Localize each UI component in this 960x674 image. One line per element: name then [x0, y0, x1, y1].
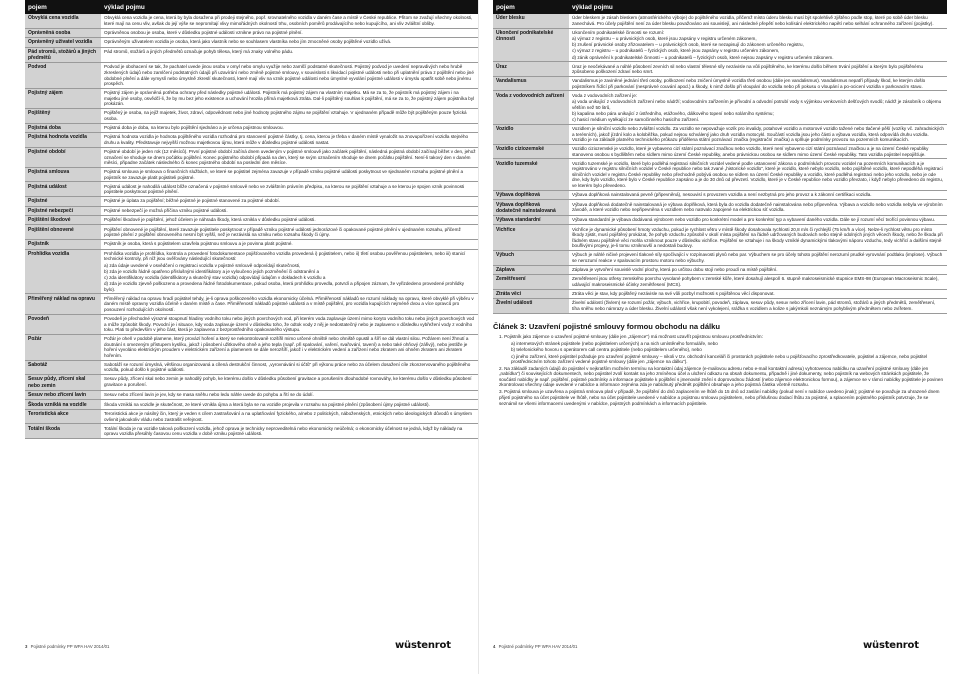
definition-term: Povodeň [25, 314, 101, 334]
definitions-table-right [493, 0, 947, 314]
footer-text: Pojistné podmínky PP WPA HAV 2014/01 [30, 644, 110, 649]
definition-term: Pojistná událost [25, 182, 101, 197]
definition-text: Pojistný zájem je oprávněná potřeba ochrany před následky pojistné události. Pojistník má pojistný zájem na vlastním majetku. Má se za to, že pojistník má pojistný zájem i na majetku jiné osoby, osvědčí-li, že by mu bez jeho existence a uchování hrozila přímá majetková ztráta. Dal-li pojištěný souhlas k pojištění, má se za to, že pojistný zájem pojistníka byl prokázán. [104, 90, 475, 107]
definition-term: Pojistná doba [25, 123, 101, 132]
definition-term: Totální škoda [25, 424, 101, 439]
definition-description [569, 265, 947, 274]
definition-text: Živelní událostí (živlem) se rozumí požár, výbuch, vichřice, krupobití, povodeň, záplava, sesuv půdy, sesuv nebo zřícení lavin, pád stromů, stožárů a jiných předmětů, zemětřesení, tíha sněhu nebo námrazy a úder blesku. Živelní událostí však není vykolejení, srážka s vozidlem a kolize s jakýmkoli neznámým pohyblivým předmětem nebo zvířetem. [572, 300, 936, 312]
definition-row [493, 144, 947, 159]
definition-row [25, 123, 479, 132]
definition-description [101, 206, 479, 215]
definition-row [25, 109, 479, 124]
definition-term: Výbuch [493, 251, 569, 266]
definition-text: Oprávněným uživatelem vozidla je osoba, která jako vlastník nebo se souhlasem vlastníka nebo jím zmocněné osoby pojištěné vozidlo užívá. [104, 39, 392, 45]
definition-term: Pojistná smlouva [25, 167, 101, 182]
definition-description [569, 200, 947, 216]
definition-row [25, 28, 479, 37]
definition-description [101, 294, 479, 314]
definition-text: Prohlídka vozidla je prohlídka, kontrola a provedení fotodokumentace pojišťovaného vozidla provedená i) pojistitelem, nebo ii) třetí osobou pověřenou pojistitelem, nebo iii) stanicí technické kontroly, při níž jsou ověřovány následující skutečnosti: [104, 250, 466, 262]
definition-text: Oprávněnou osobou je osoba, které v důsledku pojistné události vznikne právo na pojistné plnění. [104, 29, 303, 35]
definition-row [25, 360, 479, 375]
definition-description [101, 182, 479, 197]
definition-text: Výbava standardní je výbava dodávaná výrobcem nebo vozidlo pro konkrétní model a pro konkrétní typ a vybavení daného vozidla. Dále se jí rozumí věcí tvořící povinnou výbavu. [572, 217, 936, 223]
definition-term: Prohlídka vozidla [25, 249, 101, 294]
definition-row [493, 190, 947, 199]
page-footer-left [25, 644, 109, 649]
definition-text: Přiměřený náklad na opravu hradí pojistitel tehdy, je-li oprava poškozeného vozidla ekonomicky účelná. Přiměřeností nákladů se rozumí náklady na opravu, které obvyklé při výběru v daném místě opravny vozidla účelně v daném místě a čase. Přiměřeností nákladů pojistné události a v místě pojištění, pro vozidla kupujících nejméně dvou a více opravců pro posouzení rozhodujících okolností. [104, 295, 474, 312]
definition-description [569, 190, 947, 199]
definition-row [493, 159, 947, 190]
definition-text: Vozidlo ciziozemské je vozidlo, které je vybaveno cizí státní poznávací značkou nebo vozidlo, které není vybaveno cizí státní poznávací značkou a je na území České republiky stanoveno osobou s bydlištěm nebo sídlem mimo území České republiky, anebo právnickou osobou se sídlem mimo území České republiky. Tato vozidla pojistitel nepojišťuje. [572, 146, 929, 157]
chapter-paragraph: 2. Na základě zadaných údajů do pojistitel v nejkratším možném termínu na kontaktní údaj zájemce (e-mailovou adresu nebo e-mail kontaktní adresu) vyhotovenou nabídku na uzavření pojistné smlouvy (dále jen „nabídka") či souvisejících dokumentech, nebo pojistitel zvolí kontakt na jeho zmíněnou účel a uložení odkazu na obsah dokumentu, případně i jiné dokumenty, nebo pojistník na webových stránkách pojistitele, že součástí nabídky je např. pojištění, pojistné podmínky a informace pojistitele k pojištění s jmenovité znění s doprovodnou žádostí (nebo zájemce elektronickou formou), a zájemce se v rámci nabídky pojistitele je povinen zkontrolovat všechny údaje uvedené v nabídce a informace zejména zda je nabídnutý předmět pojištění obsahuje a jeho pojistná částka včetně rozsahu. [499, 365, 944, 388]
definition-description [101, 197, 479, 206]
definition-row [25, 197, 479, 206]
definition-subitem: b) zrušení právnické osoby zřizovatelem – u právnických osob, které se nezapisují do zákonem určeného registru, [572, 42, 804, 48]
definition-subitem: c) výmaz z registru – u podnikatelů – fyzických osob, které jsou zapsány v registru určeném zákonem, [572, 48, 780, 54]
definition-row [25, 133, 479, 148]
definition-term: Pojištění škodové [25, 216, 101, 225]
definition-description [101, 249, 479, 294]
definition-text: Pojistné je úplata za pojištění; běžné pojistné je pojistné stanovené za pojistné období. [104, 198, 280, 204]
definition-term: Pád stromů, stožárů a jiných předmětů [25, 47, 101, 63]
definition-row [25, 294, 479, 314]
definition-row [25, 375, 479, 391]
definition-term: Vozidlo tuzemské [493, 159, 569, 190]
definition-text: Škoda vzniklá na vozidle je skutečnost, ze které vznikla újma a která byla se na vozidle projevila v rozsahu na pojistné plnění (způsobení újmy pojistné události). [104, 401, 430, 407]
definition-term: Oprávněný uživatel vozidla [25, 38, 101, 47]
definition-description [569, 225, 947, 251]
table-header [25, 0, 479, 14]
chapter-paragraph: 3. Pojistná smlouva je uzavřena a pojistná smlouva platí v případě, že pojištění do dnů zaplacením ve lhůtě do 15 dnů od zaslání nabídky (pokud není v nabídce uvedeno jinak); pojistné se považuje za uhrazené dnem přijetí pojistného na účet pojistitele ve lhůtě, nebo na účet pojistitele uvedené v nabídce a pojistnou smlouvu pojistitelem, nebo příslušnou dodací lhůtu za pojistné, a splacením pojistného pojistník potvrzuje, že se seznámil se všemi informacemi uvedenými v nabídce, pojistných podmínkách a informacích pojistitele. [499, 389, 940, 406]
definition-description [101, 109, 479, 124]
definition-row [493, 124, 947, 144]
footer-text: Pojistné podmínky PP WPA HAV 2014/01 [498, 644, 578, 649]
definition-description [101, 424, 479, 439]
definition-text: Zemětřesení jsou otřesy zemského povrchu vyvolané pohybem v zemské kůře, které dosahují alespoň 6. stupně makroseismické stupnice EMS-98 (European Macroseismic Scale), udávající makroseismické účinky zemětřesení (MCS). [572, 276, 939, 287]
definition-row [25, 63, 479, 89]
definition-description [101, 133, 479, 148]
definition-row [25, 88, 479, 108]
definition-description [101, 123, 479, 132]
definition-term: Zemětřesení [493, 275, 569, 290]
page-left [25, 0, 479, 674]
definition-text: Totální škoda je na vozidle taková poškození vozidla, jehož oprava je technicky neproveditelná nebo ekonomicky neúčelná; o ekonomicky účelnost se jedná, když by náklady na opravu vozidla přesáhly časovou cenu vozidla v době vzniku pojistné události. [104, 425, 463, 437]
chapter-items [493, 334, 947, 407]
definition-text: Vozidlo tuzemské je vozidlo, které bylo podléhá registraci silničních vozidel vedené podle ustanovení zákona o podmínkách provozu vozidel na pozemních komunikacích a je registrováno v registru silničních vozidel v České republice nebo tak zvané „historické vozidlo", které je vozidlo, které nebylo vozidlo, nebo pojištěné vozidlo, které nepodléhá registraci silničních vozidel v registru České republiky nebo přechodně pobývá osobou se sídlem na území České republiky a vozidlo, které podléhá registraci nebo jeho vozidlo, nebo je ode dne, kdy bylo vozidlo, které bylo v České republice zapsáno a je do 30 dnů od převzetí. Vozidlo, které je v České republice nebo vozidlo převzato, i když nebylo převedeno do registru, ve kterém bylo převedeno. [572, 160, 944, 189]
definition-row [493, 289, 947, 298]
definition-row [493, 225, 947, 251]
definition-text: Pojištění škodové je pojištění, jehož účelem je náhrada škody, která vznikla v důsledku pojistné události. [104, 217, 316, 223]
definition-row [25, 314, 479, 334]
definition-term: Vozidlo [493, 124, 569, 144]
definition-description [101, 240, 479, 249]
definition-term: Pojistné období [25, 147, 101, 167]
definition-text: Vichřice je dynamické působení hmoty vzduchu, pokud je rychlost větru v místě škody dosahovala rychlosti 20,8 m/s či rychlejší (75 km/h a více). Nelze-li rychlost větru pro místo škody zjistit, musí pojištěný prokázat, že pohyb vzduchu způsobil v okolí místa pojištění na řádně udržovaných budovách nebo stejně odolných jiných věcech škody, nebo že škoda při řádném stavu pojištěné věci mohla vzniknout pouze v důsledku vichřice. Pojištění se vztahuje i na škody vzniklé dynamickými tlakovými náporu vzduchu, tedy vichřicí a dalšími stejně bouřlivými projevy, je-li tomu vzniknuvší a nedostali budovy. [572, 226, 943, 249]
definition-subitem: a) zda údaje uvedené v osvědčení o registraci vozidla v pojistné smlouvě odpovídají skutečnosti, [104, 262, 301, 268]
page-gutter [478, 0, 479, 674]
definition-description [569, 275, 947, 290]
definition-text: Pojištěný je osoba, na jejíž majetek, život, zdraví, odpovědnost nebo jiné hodnoty pojistného zájmu se pojištění vztahuje. V ujednaném případě může být pojištěným pouze fyzická osoba. [104, 110, 467, 121]
definition-text: Sesuv půdy, zřícení skal nebo zemin je nahodilý pohyb, ke kterému došlo v důsledku působení gravitace a porušením dlouhodobé rovnováhy, ke kterému došlo v důsledku působení gravitace a porušení. [104, 376, 472, 388]
definition-row [493, 265, 947, 274]
definition-description [569, 14, 947, 28]
page-number: 3 [25, 644, 28, 649]
definition-term: Sesuv půdy, zřícení skal nebo zemin [25, 375, 101, 391]
definition-term: Teroristická akce [25, 409, 101, 424]
chapter-title: Článek 3: Uzavření pojistné smlouvy formou obchodu na dálku [493, 321, 721, 331]
definition-row [25, 47, 479, 63]
definition-term: Oprávněná osoba [25, 28, 101, 37]
definitions-body-left [25, 14, 479, 438]
definition-subitem: d) zda je vozidlo zjevně poškozeno a provedena řádné fotodokumentace, pokud osoba, která prohlídku provedla, potvrdí a připojen záznam, že vyřizdedeno provedené prohlídky bylo). [104, 281, 465, 292]
definition-text: Pojistná doba je doba, na kterou bylo pojištění sjednáno a je určena pojistnou smlouvou. [104, 124, 284, 130]
definition-text: Výbava doplňková nainstalovaná pevně (připevněná), nesouvisí s provozem vozidla a není nezbytná pro jeho provoz a k zákonní certifikaci vozidla. [572, 192, 872, 198]
definition-text: Výbava doplňková dodatečně nainstalovaná je výbava doplňková, která byla do vozidla dodatečně nainstalována nebo připevněna. Výbava a vozidlo nebo vozidla nebyla ve výrobním závodě, a které vozidlo nebo nepřipevněna s vozidlem nebo natrvalo zapojené na elektrickou síť vozidla. [572, 201, 943, 213]
definition-description [101, 334, 479, 360]
definition-subitem: b) kapalina nebo pára unikající z ústředního, etážového, dálkového topení nebo solárního systému; [572, 110, 774, 116]
definition-term: Pojištění obnovené [25, 225, 101, 240]
definitions-table-left [25, 0, 479, 439]
header-description: výklad pojmu [101, 0, 479, 14]
definition-row [25, 390, 479, 399]
definition-description [569, 144, 947, 159]
definition-text: Pojištění obnovené je pojištění, které zavazuje pojistitele poskytnout v případě vzniku pojistné události jednorázové či opakované pojistné plnění v ujednaném rozsahu, přičemž pojistné plnění z pojištění obnoveného nesmí být vyšší, než je nezávislá na vzniku nebo rozsahu škody či újmy. [104, 226, 461, 238]
definition-subitem: c) zda identifikátory vozidla (identifikátory a skutečný stav vozidla) odpovídají údajům v dokladech k vozidlu a [104, 275, 326, 280]
definition-term: Vozidlo ciziozemské [493, 144, 569, 159]
definition-text: Výbuch je náhlé ničivé projevení tlakové síly spočívající v rozpínavosti plynů nebo par. Výbuchem se pro účely tohoto pojištění nerozumí prudké vyrovnání podtlaku (implose). Výbuch se nerozumí reakce v spalovacím prostoru motoru nebo výbuchy. [572, 252, 943, 263]
definition-description [101, 375, 479, 391]
header-term: pojem [25, 0, 101, 14]
definitions-body-right [493, 14, 947, 313]
definition-row [25, 182, 479, 197]
definition-term: Voda z vodovodních zařízení [493, 91, 569, 124]
definition-term: Sabotáž [25, 360, 101, 375]
definition-text: Sesuv nebo zřícení lavin je jev, kdy se masa sněhu nebo ledu náhle uvede do pohybu a řítí se do údolí. [104, 392, 314, 398]
definition-row [25, 167, 479, 182]
definition-description [569, 124, 947, 144]
definition-row [493, 91, 947, 124]
definition-description [569, 62, 947, 77]
definition-description [101, 225, 479, 240]
definition-text: Pojistná smlouva je smlouva o finančních službách, ve které se pojistitel zejména zavazuje v případě vzniku pojistné události poskytnout ve sjednaném rozsahu pojistné plnění a pojistník se zavazuje platit pojistiteli pojistné. [104, 169, 464, 180]
definition-description [569, 91, 947, 124]
definition-row [25, 240, 479, 249]
definition-description [569, 76, 947, 91]
definition-description [569, 28, 947, 62]
definition-text: Voda z vodovodních zařízení je: [572, 92, 638, 98]
definition-subitem: b) zda je vozidlo řádně opatřeno příslušnými identifikátory a je vyloučeno jejich pozměnění či odstranění a [104, 268, 320, 274]
definition-row [493, 275, 947, 290]
definition-row [493, 76, 947, 91]
definition-term: Ztráta věci [493, 289, 569, 298]
definition-subitem: a) výmaz z registru – u právnických osob, které jsou zapsány v registru určeném zákonem, [572, 36, 757, 42]
definition-text: Pojistné období je jeden rok (12 měsíců). První pojistné období začíná dnem uvedeným v pojistné smlouvě jako začátek pojištění, následná pojistná období začínají běžet v den, jehož označení se shoduje se dnem počátku pojištění. Konec pojistného období připadá na den, který se svým označením shoduje se dnem počátku pojištění. Není-li takový den v daném měsíci, připadne začátek následného či konec pojistného období na poslední den měsíce. [104, 149, 476, 166]
definition-term: Úder blesku [493, 14, 569, 28]
definition-text: Obvyklá cena vozidla je cena, která by byla dosažena při prodeji stejného, popř. srovnatelného vozidla v daném čase a místě v České republice. Přitom se zvažují všechny okolnosti, které mají na cenu vliv, avšak do její výše se nepromítají vlivy mimořádných okolností trhu, osobních poměrů prodávajícího nebo kupujícího, ani vliv zvláštní obliby. [104, 15, 473, 26]
header-term: pojem [493, 0, 569, 14]
definition-row [25, 216, 479, 225]
definition-row [25, 147, 479, 167]
definition-term: Pojistné [25, 197, 101, 206]
page-footer-right [493, 644, 577, 649]
definition-term: Pojištěný [25, 109, 101, 124]
chapter-subitem: c) jiného zařízení, které pojistitel požaduje pro uzavření pojistné smlouvy – nikoli v tzv. obchodní kanceláři či prostorách pojistitele nebo u pojišťovacího zprostředkovatele, pojistitel a zájemce, nebo pojistitel prostřednictvím tohoto zařízení vedené pojistné smlouvy (dále jen „zájemce na dálku"). [511, 353, 928, 365]
definition-text: Záplava je vytvoření souvislé vodní plochy, která po určitou dobu stojí nebo proudí na místě pojištění. [572, 266, 778, 272]
definition-term: Výbava standardní [493, 215, 569, 224]
definition-description [569, 251, 947, 266]
definition-row [25, 206, 479, 215]
chapter-paragraph: 1. Pojistník jako zájemce o uzavření pojistné smlouvy (dále jen „zájemce") má možnost uzavřít pojistnou smlouvu prostřednictvím: [499, 333, 763, 339]
definition-text: Úraz je neočekávané a náhlé působení zevních sil nebo vlastní tělesné síly nezávisle na vůli pojištěného, ke kterému došlo během trvání pojištění a kterým bylo pojištěnému způsobeno poškození zdraví nebo smrt. [572, 63, 924, 75]
definition-description [101, 38, 479, 47]
definition-term: Živelní události [493, 299, 569, 314]
definition-text: Pojistná událost je nahodilá událost blíže označená v pojistné smlouvě nebo ve zvláštním právním předpisu, na kterou se pojištění vztahuje a se kterou je spojen vznik povinnosti pojistitele poskytnout pojistné plnění. [104, 183, 465, 195]
definition-text: Požár je oheň v podobě plamene, který provází hoření a který se nekontrolovaně rozšířil mimo určené ohniště nebo ohniště opustil a šíří se dál vlastní silou. Požárem není žhnutí a doutnání s omezeným přístupem kyslíku, jakož i působení užitkového ohně a jeho tepla (např. při spalování, vaření, svařování, tavení) a nebo také ohňový (zářivý), nebo jestliže je hoření vyvoláno elektrickým proudem v elektrickém zařízení a plamenem se dále nerozšíří, jakož i v elektrickém vedení a zařízení nebo zkratem ani ohněm zkratem ani zkratem hořením. [104, 336, 469, 358]
definition-term: Výbava doplňková dodatečně nainstalovaná [493, 200, 569, 216]
definition-subitem: d) zánik oprávnění k podnikatelské činnosti – u podnikatelů – fyzických osob, které nejsou zapsány v registru určeném zákonem. [572, 54, 834, 60]
definition-description [101, 63, 479, 89]
definition-subitem: a) voda unikající z vodovodních zařízení nebo nádrží; vodovodním zařízením je přívodní a odvodní potrubí vody s výjimkou venkovních dešťových svodů; nádrž je zásobník o objemu větším než 50 litrů, [572, 98, 942, 110]
definition-term: Požár [25, 334, 101, 360]
definition-row [493, 251, 947, 266]
definition-text: Povodeň je přechodné výrazné stoupnutí hladiny vodního toku nebo jiných povrchových vod, při kterém voda zaplavuje území mimo koryto vodního toku nebo jiných povrchových vod a může způsobit škody. Povodní je i situace, kdy voda zaplavuje území v důsledku toho, že odtok vody z něj je nedostatečný nebo je zaplaveno v důsledku vybřežení vody z vodního toku. Plati to především v jeho část, která je zaplavena z bezprostředního opakovaného výstupu. [104, 315, 475, 333]
brand-logo: wüstenrot [395, 640, 451, 651]
definition-description [569, 159, 947, 190]
definition-text: Vozidlem je silniční vozidlo nebo zvláštní vozidlo. Za vozidlo se nepovažuje vozík pro invalidy, potahové vozidlo a motorové vozidlo tažené nebo tlačené pěší (vozíky vč. zahradnických a terénních), jakož jízdní kolo a koloběžka, pokud nejsou schválený jako druh vozidla motocykl. Součástí vozidla jsou jeho části a výbava vozidla, která odpovídá druhu vozidla. Vozidlo je na základě platného technického průkazu přidělena státní poznávací značka (registrační značka) a splňuje podmínky provozu na pozemních komunikacích. [572, 125, 944, 143]
definition-row [493, 28, 947, 62]
definition-term: Záplava [493, 265, 569, 274]
definition-description [101, 147, 479, 167]
definition-term: Ukončení podnikatelské činnosti [493, 28, 569, 62]
definition-row [25, 334, 479, 360]
definition-description [101, 390, 479, 399]
definition-description [569, 299, 947, 314]
page-right [493, 0, 947, 674]
definition-description [569, 289, 947, 298]
definition-text: Pojistník je osoba, která s pojistitelem uzavřela pojistnou smlouvu a je povinna platit pojistné. [104, 241, 293, 247]
definition-term: Úraz [493, 62, 569, 77]
definition-term: Pojistný zájem [25, 88, 101, 108]
definition-text: Pojistné nebezpečí je možná příčina vzniku pojistné události. [104, 207, 228, 213]
definition-description [101, 88, 479, 108]
definition-term: Sesuv nebo zřícení lavin [25, 390, 101, 399]
definition-row [25, 400, 479, 409]
definition-description [101, 47, 479, 63]
definition-row [493, 14, 947, 28]
definition-text: Ukončením podnikatelské činnosti se rozumí: [572, 29, 665, 35]
definition-row [493, 215, 947, 224]
definition-row [493, 200, 947, 216]
chapter-subitem: b) telefonického hovoru s operátorem call centra pojistitele (nebo pojistitelem určeného), nebo [511, 347, 702, 353]
definition-description [101, 216, 479, 225]
definition-description [101, 167, 479, 182]
definition-description [101, 400, 479, 409]
chapter-subitem: a) internetových stránek pojistitele (nebo pojistitelem určených) a na nich umístěného formuláře, nebo [511, 340, 718, 346]
definition-description [569, 215, 947, 224]
definition-term: Vandalismus [493, 76, 569, 91]
definition-term: Pojistník [25, 240, 101, 249]
definition-row [25, 409, 479, 424]
definition-description [101, 28, 479, 37]
definition-term: Pojistné nebezpečí [25, 206, 101, 215]
header-description: výklad pojmu [569, 0, 947, 14]
definition-term: Výbava doplňková [493, 190, 569, 199]
definition-text: Ztráta věci je stav, kdy pojištěný nezávisle na své vůli pozbyl možnosti s pojištěnou věcí disponovat. [572, 290, 775, 296]
definition-term: Obvyklá cena vozidla [25, 14, 101, 28]
definition-description [101, 409, 479, 424]
definition-text: Pojistná hodnota vozidla je hodnota pojištěného vozidla rozhodná pro stanovení pojistné částky, tj. cena, kterou je třeba v daném místě vynaložit na znovupořízení vozidla stejného druhu a kvality. Představuje nejvyšší možnou majetkovou újmu, která může v důsledku pojistné události nastat. [104, 134, 469, 146]
definition-text: Sabotáží se rozumí úmyslná, většinou organizovaná a cílená destrukční činnost, „vyrovnávání si účtů" při výkonu práce nebo za účelem dosažení cíle zkonzervovaného pojištěného vozidla, pokud došlo k pojistné události. [104, 361, 471, 373]
definition-term: Podvod [25, 63, 101, 89]
definition-text: Pád stromů, stožárů a jiných předmětů označuje pohyb tělesa, který má znaky volného pádu. [104, 48, 294, 54]
definition-row [25, 14, 479, 28]
page-number: 4 [493, 644, 496, 649]
definition-term: Přiměřený náklad na opravu [25, 294, 101, 314]
definition-text: Teroristická akce je násilný čin, který je veden s cílem zastrašování a na uplatňování fyzického, a/nebo z politických, náboženských, etnických nebo ideologických důvodů s úmyslem ovlivnit jakoukoliv vládu nebo zastrašit veřejnost. [104, 411, 472, 422]
definition-row [493, 62, 947, 77]
definition-row [493, 299, 947, 314]
definition-row [25, 38, 479, 47]
definition-row [25, 249, 479, 294]
definition-description [101, 314, 479, 334]
brand-logo: wüstenrot [863, 640, 919, 651]
definition-term: Vichřice [493, 225, 569, 251]
definition-row [25, 225, 479, 240]
definition-term: Pojistná hodnota vozidla [25, 133, 101, 148]
definition-text: Úder bleskem je zásah bleskem (atmosférického výboje) do pojištěného vozidla, přičemž místo úderu blesku musí být spolehlivě zjištěno podle stop, které po sobě úder blesku zanechává. Pro účely pojištění není za úder blesku považováno ani souvislejí, ani následné přepětí nebo kolísání elektrického napětí nebo selhání ochranného zařízení (pojistky). [572, 15, 934, 26]
definition-text: Podvod je obohacení se tak, že pachatel uvede jinou osobu v omyl nebo omylu využije nebo zamlčí podstatné skutečnosti. Pojistný podvod je uvedení nepravdivých nebo hrubě zkreslených údajů nebo zamlčení podstatných údajů při uzavírání nebo změně pojistné smlouvy, v souvislosti s likvidací pojistné události nebo při uplatnění práva z pojištění nebo jiné obdobné plnění a dále vymyslí nebo úmyslně zkreslí skutečnosti, které mají vliv na vznik pojistné události nebo úmyslné vyvolání pojistné události v úmyslu opatřit sobě nebo jinému prospěch. [104, 64, 474, 87]
definition-row [25, 424, 479, 439]
definition-text: Vandalismus je zaviněné jednání třetí osoby, poškození nebo zničení úmyslně vozidla třetí osobou (dále jen vandalismus). Vandalismus nepatří případy škod, ke kterým došlo pojistníkem řídící při parkování (nesprávné couvání apod.) a škody, k nimž došlo při vloupání do vozidla nebo při pokusu o vloupání a po-ocicení vozidla v parkovacím stavu. [572, 78, 926, 89]
definition-description [101, 14, 479, 28]
definition-subitem: c) hasicí médium vytékající ze samočinného hasicího zařízení. [572, 116, 700, 122]
definition-description [101, 360, 479, 375]
table-header [493, 0, 947, 14]
definition-term: Škoda vzniklá na vozidle [25, 400, 101, 409]
